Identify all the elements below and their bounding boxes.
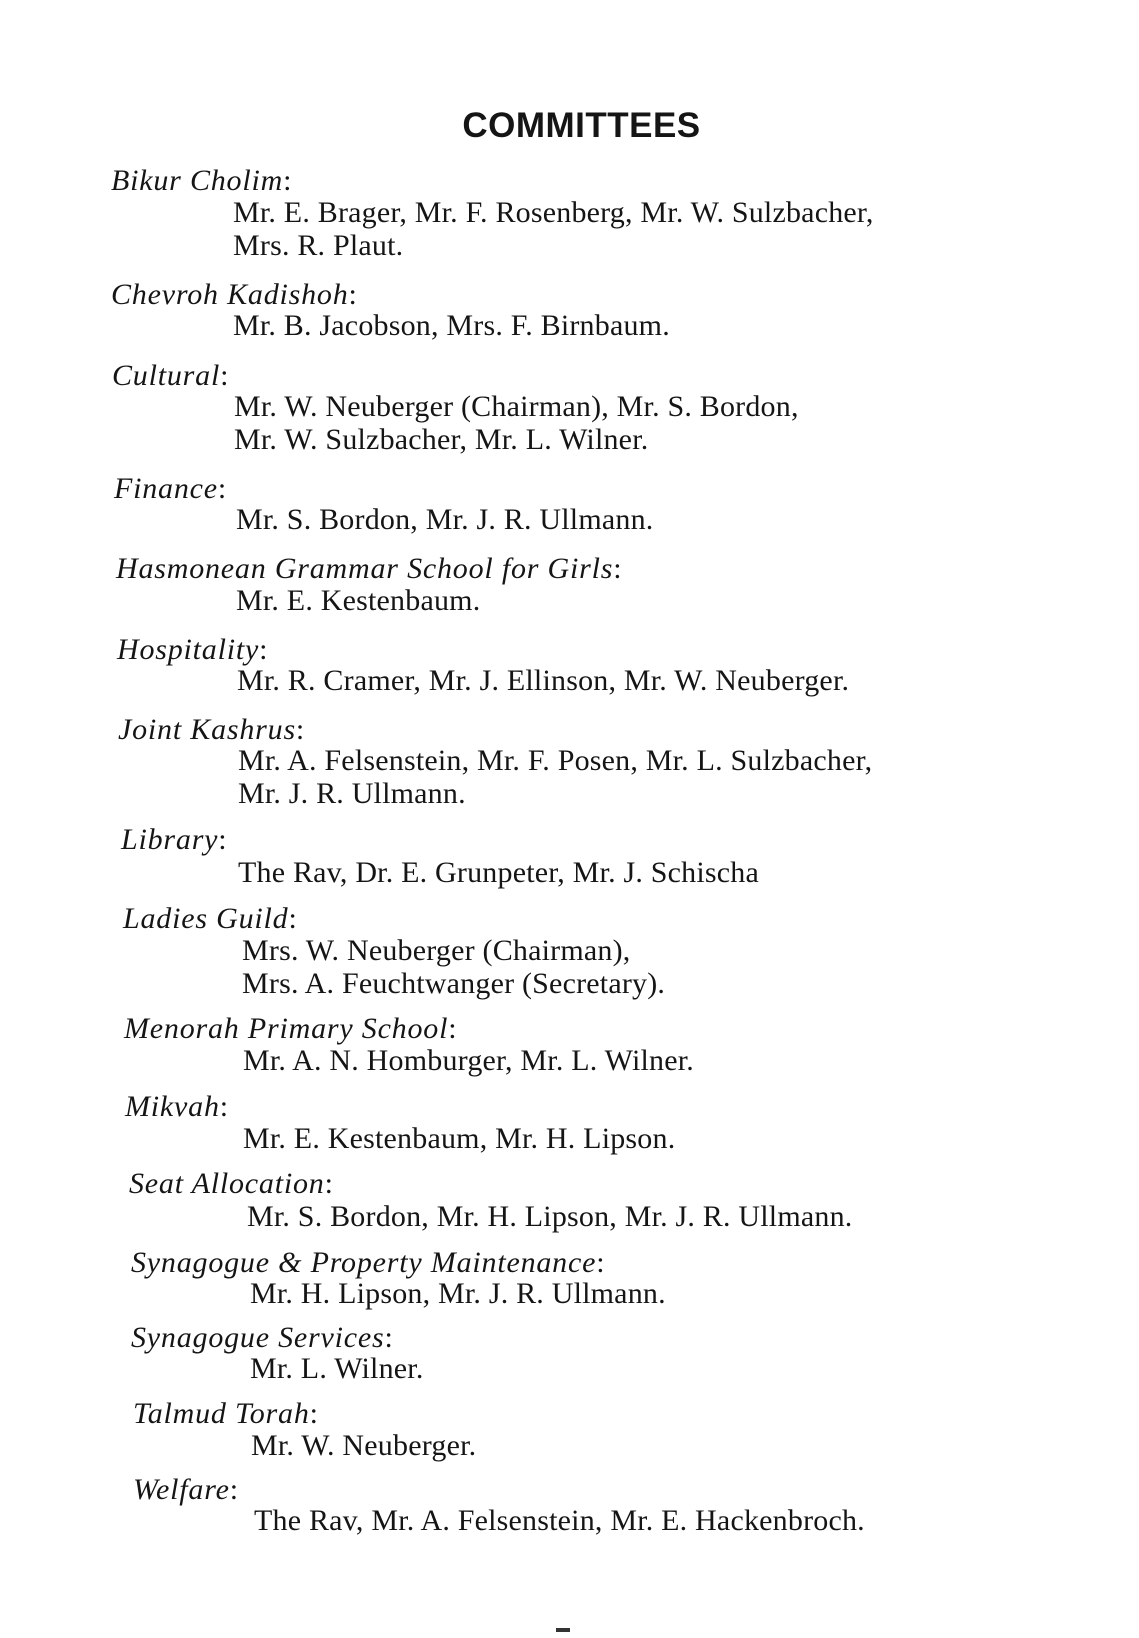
member-line: Mrs. A. Feuchtwanger (Secretary). — [242, 967, 666, 1000]
member-line: Mr. E. Brager, Mr. F. Rosenberg, Mr. W. Sulzbacher, — [233, 196, 874, 229]
committee-members — [233, 309, 670, 342]
committee-members — [254, 1504, 865, 1537]
committee-name: Synagogue Services: — [131, 1321, 394, 1354]
committee-name: Joint Kashrus: — [118, 713, 306, 746]
member-line: Mr. L. Wilner. — [250, 1352, 424, 1385]
committee-name: Talmud Torah: — [133, 1397, 319, 1430]
committee-members — [243, 1122, 675, 1155]
member-line: Mr. B. Jacobson, Mrs. F. Birnbaum. — [233, 309, 670, 342]
member-line: Mr. W. Neuberger. — [251, 1429, 477, 1462]
committee-name: Cultural: — [112, 359, 230, 392]
committee-name: Hasmonean Grammar School for Girls: — [116, 552, 623, 585]
member-line: Mr. W. Neuberger (Chairman), Mr. S. Bordon, — [234, 390, 799, 423]
member-line: Mrs. R. Plaut. — [233, 229, 404, 262]
member-line: Mrs. W. Neuberger (Chairman), — [242, 934, 631, 967]
member-line: Mr. H. Lipson, Mr. J. R. Ullmann. — [250, 1277, 666, 1310]
committee-name: Ladies Guild: — [123, 902, 298, 935]
committee-members — [251, 1429, 476, 1462]
committee-name: Synagogue & Property Maintenance: — [131, 1246, 606, 1279]
committee-name: Hospitality: — [117, 633, 269, 666]
committee-name: Chevroh Kadishoh: — [111, 278, 358, 311]
page-title: COMMITTEES — [462, 106, 701, 145]
committee-members — [233, 196, 874, 262]
committee-members — [236, 503, 653, 536]
committee-members — [242, 934, 665, 1000]
committee-name: Mikvah: — [125, 1090, 229, 1123]
committee-name: Finance: — [114, 472, 228, 505]
committee-members — [234, 390, 799, 456]
member-line: Mr. S. Bordon, Mr. H. Lipson, Mr. J. R. Ullmann. — [247, 1200, 853, 1233]
member-line: Mr. A. Felsenstein, Mr. F. Posen, Mr. L. Sulzbacher, — [238, 744, 873, 777]
committee-name: Menorah Primary School: — [124, 1012, 458, 1045]
member-line: The Rav, Dr. E. Grunpeter, Mr. J. Schischa — [238, 856, 759, 889]
page-number-fragment — [556, 1628, 570, 1632]
committee-members — [250, 1277, 666, 1310]
committee-members — [238, 856, 759, 889]
committee-members — [237, 664, 849, 697]
committee-name: Welfare: — [133, 1473, 239, 1506]
member-line: Mr. S. Bordon, Mr. J. R. Ullmann. — [236, 503, 654, 536]
committee-members — [247, 1200, 852, 1233]
committee-name: Seat Allocation: — [129, 1167, 334, 1200]
committee-name: Bikur Cholim: — [111, 164, 293, 197]
member-line: The Rav, Mr. A. Felsenstein, Mr. E. Hackenbroch. — [254, 1504, 865, 1537]
committee-members — [250, 1352, 424, 1385]
committee-members — [238, 744, 872, 810]
member-line: Mr. A. N. Homburger, Mr. L. Wilner. — [243, 1044, 694, 1077]
member-line: Mr. E. Kestenbaum. — [236, 584, 481, 617]
committee-members — [236, 584, 480, 617]
member-line: Mr. E. Kestenbaum, Mr. H. Lipson. — [243, 1122, 676, 1155]
member-line: Mr. W. Sulzbacher, Mr. L. Wilner. — [234, 423, 649, 456]
committee-name: Library: — [121, 823, 228, 856]
committee-members — [243, 1044, 694, 1077]
member-line: Mr. R. Cramer, Mr. J. Ellinson, Mr. W. Neuberger. — [237, 664, 850, 697]
member-line: Mr. J. R. Ullmann. — [238, 777, 466, 810]
